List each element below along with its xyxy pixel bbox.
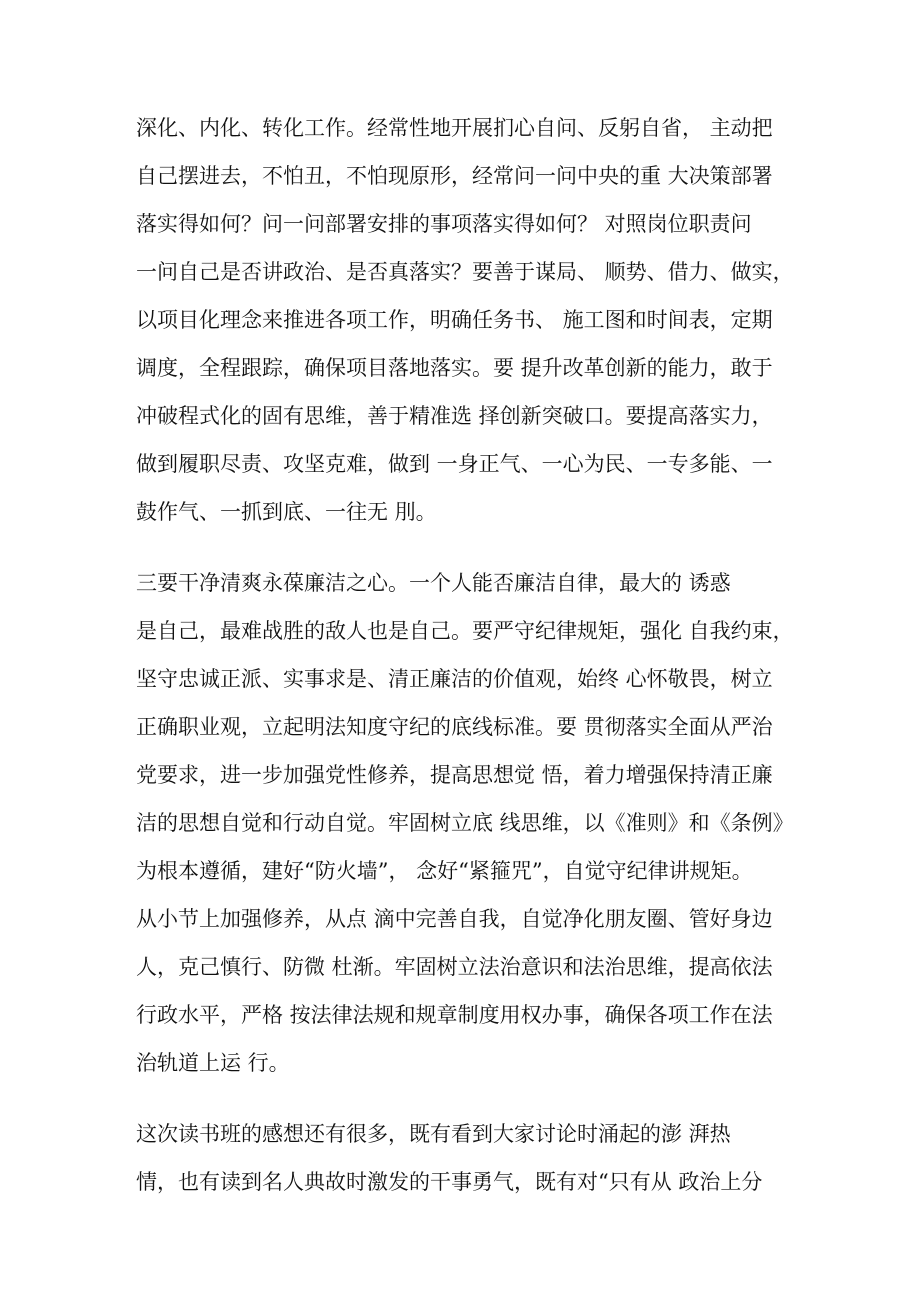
- paragraph-1: [136, 104, 796, 536]
- text-line: 情，也有读到名人典故时激发的干事勇气，既有对“只有从 政治上分: [136, 1170, 763, 1194]
- text-line: 人，克己慎行、防微 杜渐。牢固树立法治意识和法治思维，提高依法: [136, 955, 773, 979]
- text-line: 这次读书班的感想还有很多，既有看到大家讨论时涌起的澎 湃热: [136, 1122, 731, 1146]
- text-line: 坚守忠诚正派、实事求是、清正廉洁的价值观，始终 心怀敬畏，树立: [136, 667, 773, 691]
- text-line: 以项目化理念来推进各项工作，明确任务书、 施工图和时间表，定期: [136, 308, 773, 332]
- text-line: 洁的思想自觉和行动自觉。牢固树立底 线思维，以《准则》和《条例》: [136, 811, 794, 835]
- document-body: [136, 104, 796, 1206]
- paragraph-2: [136, 559, 796, 1087]
- text-line: 自己摆进去，不怕丑，不怕现原形，经常问一问中央的重 大决策部署: [136, 164, 773, 188]
- paragraph-gap: [136, 536, 796, 559]
- text-line: 党要求，进一步加强党性修养，提高思想觉 悟，着力增强保持清正廉: [136, 763, 773, 787]
- text-line: 从小节上加强修养，从点 滴中完善自我，自觉净化朋友圈、管好身边: [136, 907, 773, 931]
- text-line: 是自己，最难战胜的敌人也是自己。要严守纪律规矩，强化 自我约束，: [136, 619, 794, 643]
- text-line: 一问自己是否讲政治、是否真落实？要善于谋局、 顺势、借力、做实，: [136, 260, 794, 284]
- paragraph-3: [136, 1110, 796, 1206]
- text-line: 鼓作气、一抓到底、一往无 刖。: [136, 500, 437, 524]
- text-line: 做到履职尽责、攻坚克难，做到 一身正气、一心为民、一专多能、一: [136, 452, 773, 476]
- text-line: 深化、内化、转化工作。经常性地开展扪心自问、反躬自省， 主动把: [136, 116, 773, 140]
- text-line: 正确职业观，立起明法知度守纪的底线标准。要 贯彻落实全面从严治: [136, 715, 773, 739]
- text-line: 治轨道上运 行。: [136, 1051, 290, 1075]
- text-line: 行政水平，严格 按法律法规和规章制度用权办事，确保各项工作在法: [136, 1003, 773, 1027]
- text-line: 调度，全程跟踪，确保项目落地落实。要 提升改革创新的能力，敢于: [136, 356, 773, 380]
- text-line: 三要干净清爽永葆廉洁之心。一个人能否廉洁自律，最大的 诱惑: [136, 571, 731, 595]
- text-line: 冲破程式化的固有思维，善于精准选 择创新突破口。要提高落实力，: [136, 404, 773, 428]
- paragraph-gap: [136, 1087, 796, 1110]
- text-line: 落实得如何？问一问部署安排的事项落实得如何？ 对照岗位职责问: [136, 212, 752, 236]
- text-line: 为根本遵循，建好“防火墙”， 念好“紧箍咒”，自觉守纪律讲规矩。: [136, 859, 753, 883]
